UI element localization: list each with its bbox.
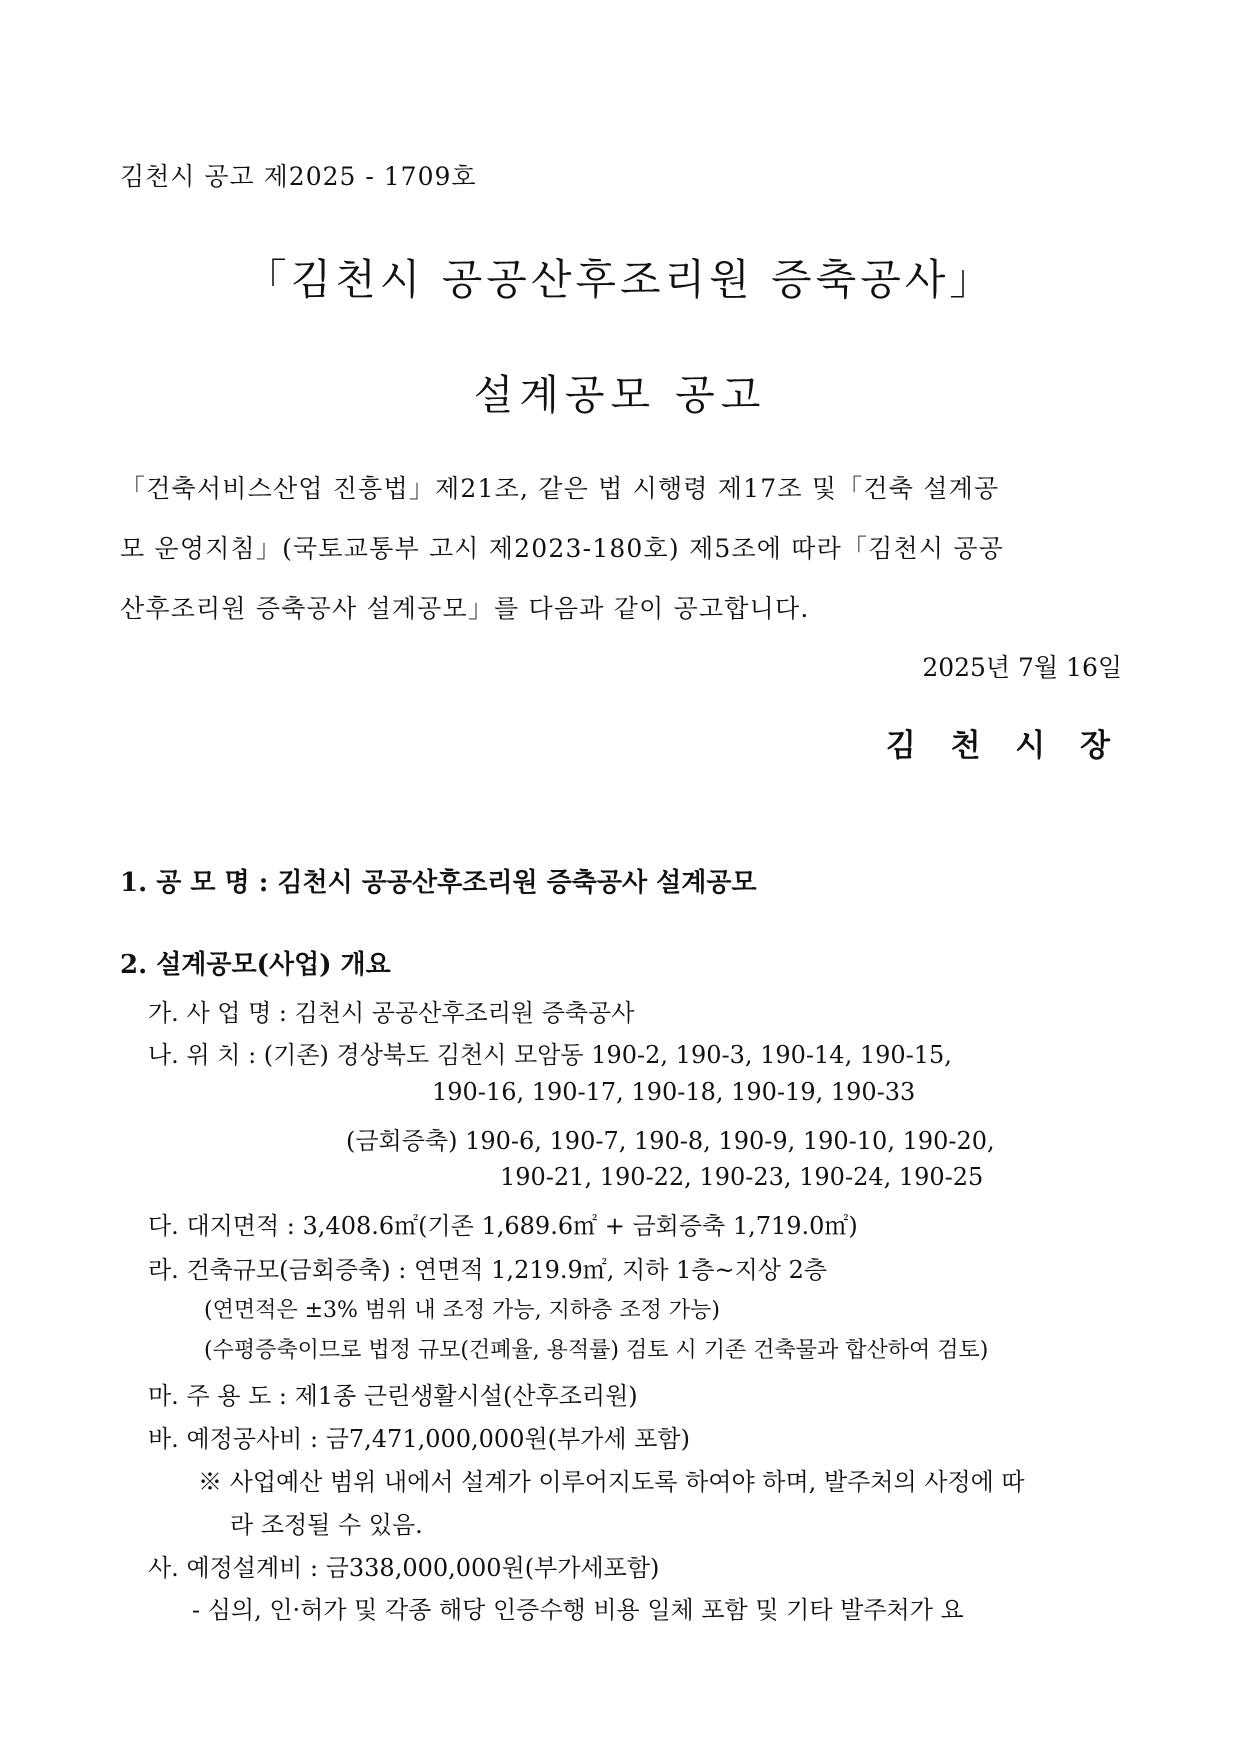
document-subtitle: 설계공모 공고: [473, 371, 767, 419]
item-ba-note-2: 라 조정될 수 있음.: [230, 1511, 423, 1539]
item-ra-note-1: (연면적은 ±3% 범위 내 조정 가능, 지하층 조정 가능): [204, 1298, 720, 1323]
document-title: 「김천시 공공산후조리원 증축공사」: [244, 255, 996, 304]
item-sa-note-1: - 심의, 인·허가 및 각종 해당 인증수행 비용 일체 포함 및 기타 발주처가 요: [192, 1596, 964, 1624]
intro-line-1: 「건축서비스산업 진흥법」제21조, 같은 법 시행령 제17조 및「건축 설계공: [120, 474, 1000, 503]
item-ba-note-1: ※ 사업예산 범위 내에서 설계가 이루어지도록 하여야 하며, 발주처의 사정에 따: [198, 1468, 1025, 1496]
item-ba-construction-cost: 바. 예정공사비 : 금7,471,000,000원(부가세 포함): [148, 1425, 690, 1453]
section-1-competition-name: 1. 공 모 명 : 김천시 공공산후조리원 증축공사 설계공모: [120, 868, 757, 898]
item-na-location-cont-2: 190-21, 190-22, 190-23, 190-24, 190-25: [500, 1163, 984, 1191]
item-ga-project-name: 가. 사 업 명 : 김천시 공공산후조리원 증축공사: [148, 999, 635, 1027]
item-na-location-cont-1: 190-16, 190-17, 190-18, 190-19, 190-33: [432, 1078, 916, 1106]
notice-date: 2025년 7월 16일: [922, 653, 1122, 682]
intro-line-2: 모 운영지침」(국토교통부 고시 제2023-180호) 제5조에 따라「김천시 공공: [120, 534, 1005, 563]
item-ma-main-use: 마. 주 용 도 : 제1종 근린생활시설(산후조리원): [148, 1382, 638, 1410]
intro-line-3: 산후조리원 증축공사 설계공모」를 다음과 같이 공고합니다.: [120, 594, 810, 623]
item-ra-building-scale: 라. 건축규모(금회증축) : 연면적 1,219.9㎡, 지하 1층~지상 2층: [148, 1256, 828, 1284]
item-da-site-area: 다. 대지면적 : 3,408.6㎡(기존 1,689.6㎡ + 금회증축 1,719.0㎡): [148, 1212, 858, 1240]
section-2-heading: 2. 설계공모(사업) 개요: [120, 950, 391, 980]
notice-number: 김천시 공고 제2025 - 1709호: [120, 162, 477, 191]
item-na-location: 나. 위 치 : (기존) 경상북도 김천시 모암동 190-2, 190-3, 190-14, 190-15,: [148, 1041, 952, 1069]
item-sa-design-fee: 사. 예정설계비 : 금338,000,000원(부가세포함): [148, 1554, 660, 1582]
item-ra-note-2: (수평증축이므로 법정 규모(건폐율, 용적률) 검토 시 기존 건축물과 합산하여 검토): [204, 1338, 989, 1363]
issuer-name: 김 천 시 장: [885, 728, 1122, 764]
item-na-location-extension: (금회증축) 190-6, 190-7, 190-8, 190-9, 190-10, 190-20,: [346, 1127, 995, 1155]
